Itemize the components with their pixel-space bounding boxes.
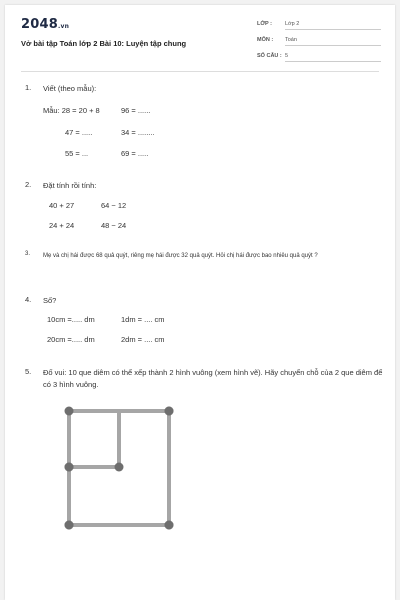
q1-item: 47 = .....	[65, 128, 93, 137]
q2-item: 48 − 24	[101, 221, 127, 230]
matchstick-puzzle-figure	[55, 399, 195, 539]
question-number: 1.	[25, 83, 32, 92]
meta-label: MÔN :	[257, 37, 274, 43]
match-head	[165, 407, 174, 416]
question-number: 2.	[25, 180, 32, 189]
question-text: Số?	[43, 296, 57, 305]
match-head	[165, 521, 174, 530]
question-text: Đố vui: 10 que diêm có thể xếp thành 2 hình vuông (xem hình vẽ). Hãy chuyển chỗ của 2 que diêm để có 3 hình vuông.	[43, 368, 383, 389]
q1-item: 96 = ......	[121, 106, 151, 115]
q4-item: 20cm =..... dm	[47, 335, 95, 344]
meta-value: Lớp 2	[285, 21, 381, 30]
logo-text: 2048	[21, 17, 58, 32]
q1-item: 69 = .....	[121, 149, 149, 158]
question-text: Đặt tính rồi tính:	[43, 181, 97, 190]
document-title: Vở bài tập Toán lớp 2 Bài 10: Luyện tập chung	[21, 39, 187, 48]
meta-row-class	[257, 19, 381, 35]
meta-label: LỚP :	[257, 21, 272, 27]
q1-item: Mẫu: 28 = 20 + 8	[43, 106, 100, 115]
question-text: Mẹ và chị hái được 68 quả quýt, riêng mẹ hái được 32 quả quýt. Hỏi chị hái được bao nhiêu quả quýt ?	[43, 253, 318, 259]
q2-item: 40 + 27	[49, 201, 75, 210]
meta-value: Toán	[285, 37, 381, 46]
meta-row-count	[257, 51, 381, 67]
q4-item: 10cm =..... dm	[47, 315, 95, 324]
question-text: Viết (theo mẫu):	[43, 84, 97, 93]
site-logo[interactable]	[21, 17, 69, 32]
q4-item: 2dm = .... cm	[121, 335, 165, 344]
meta-value: 5	[285, 53, 381, 62]
question-number: 4.	[25, 295, 32, 304]
q2-item: 24 + 24	[49, 221, 75, 230]
q1-item: 55 = ...	[65, 149, 89, 158]
logo-suffix: .vn	[57, 23, 70, 30]
match-head	[65, 407, 74, 416]
header-divider	[21, 71, 379, 72]
worksheet-meta	[257, 19, 381, 67]
question-number: 5.	[25, 367, 32, 376]
match-head	[65, 521, 74, 530]
meta-row-subject	[257, 35, 381, 51]
worksheet-page	[5, 5, 395, 600]
q2-item: 64 − 12	[101, 201, 127, 210]
match-head	[115, 463, 124, 472]
q4-item: 1dm = .... cm	[121, 315, 165, 324]
match-head	[65, 463, 74, 472]
meta-label: SỐ CÂU :	[257, 53, 282, 59]
question-number: 3.	[25, 251, 31, 257]
q1-item: 34 = ........	[121, 128, 155, 137]
